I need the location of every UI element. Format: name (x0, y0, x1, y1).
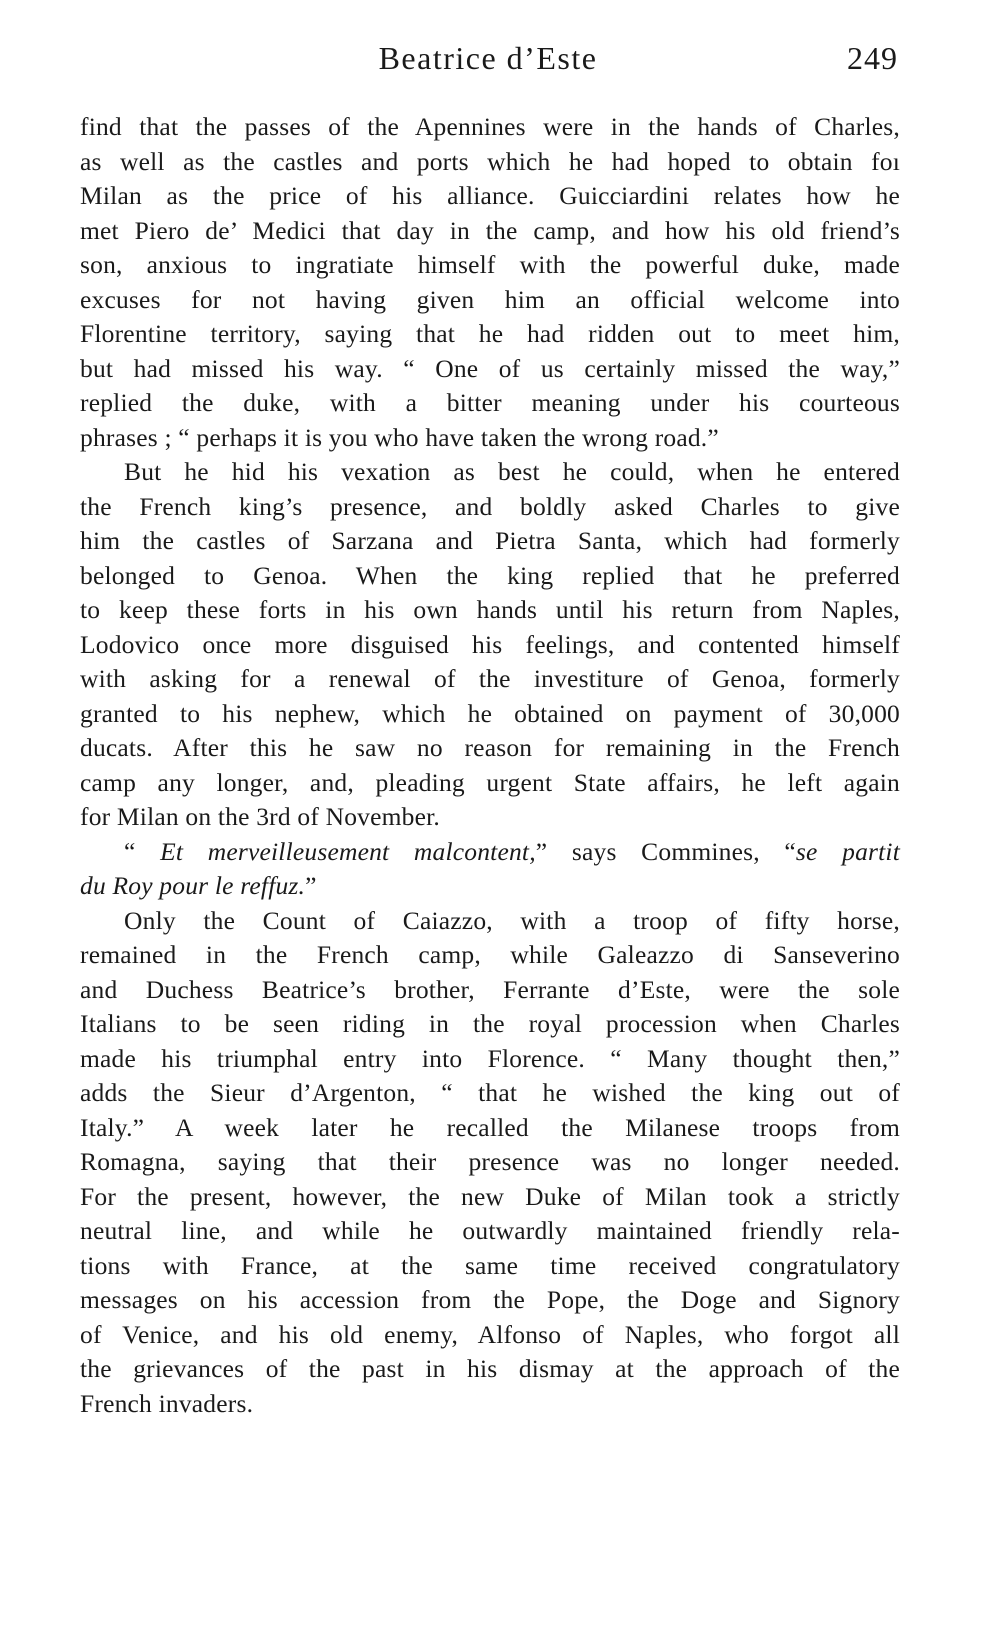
text-line: French invaders. (80, 1388, 254, 1418)
text-line: Only the Count of Caiazzo, with a troop of fifty horse, (124, 905, 900, 935)
text-line: with asking for a renewal of the investiture of Genoa, formerly (80, 664, 900, 693)
text-line: excuses for not having given him an official welcome into (80, 284, 900, 314)
paragraph-1 (80, 110, 900, 455)
text-line: him the castles of Sarzana and Pietra Santa, which had formerly (80, 526, 900, 555)
text-line: Romagna, saying that their presence was no longer needed. (80, 1147, 900, 1176)
paragraph-4 (80, 904, 900, 1422)
body-text (80, 110, 900, 1421)
text-line: and Duchess Beatrice’s brother, Ferrante d’Este, were the sole (80, 974, 900, 1004)
text-line: adds the Sieur d’Argenton, “ that he wished the king out of (80, 1078, 900, 1107)
text-line: made his triumphal entry into Florence. “ Many thought then,” (80, 1043, 900, 1073)
text-line: as well as the castles and ports which he had hoped to obtain foı (80, 146, 900, 176)
text-line: neutral line, and while he outwardly maintained friendly rela- (80, 1216, 900, 1245)
text-line: ducats. After this he saw no reason for remaining in the French (80, 733, 900, 762)
text-line: tions with France, at the same time received congratulatory (80, 1250, 900, 1280)
quote-line (80, 869, 900, 904)
quote-close: ” (305, 871, 317, 900)
text-line: Italians to be seen riding in the royal procession when Charles (80, 1009, 900, 1038)
text-line: phrases ; “ perhaps it is you who have taken the wrong road.” (80, 422, 719, 452)
text-line: camp any longer, and, pleading urgent State affairs, he left again (80, 767, 900, 797)
quotation-paragraph (80, 835, 900, 904)
quote-line (80, 835, 900, 870)
quote-italic: se partit (795, 836, 901, 866)
text-line: the grievances of the past in his dismay at the approach of the (80, 1354, 900, 1383)
paragraph-2 (80, 455, 900, 835)
text-line: messages on his accession from the Pope, the Doge and Signory (80, 1285, 900, 1314)
text-line: Florentine territory, saying that he had ridden out to meet him, (80, 319, 900, 348)
text-line: But he hid his vexation as best he could, when he entered (124, 457, 900, 486)
text-line: met Piero de’ Medici that day in the camp, and how his old friend’s (80, 215, 900, 245)
text-line: to keep these forts in his own hands until his return from Naples, (80, 595, 900, 624)
quote-italic: Et merveilleusement malcontent, (160, 836, 536, 866)
text-line: replied the duke, with a bitter meaning under his courteous (80, 388, 900, 417)
text-line: son, anxious to ingratiate himself with the powerful duke, made (80, 250, 900, 279)
text-line: the French king’s presence, and boldly asked Charles to give (80, 491, 900, 521)
page-number: 249 (847, 40, 898, 76)
text-line: belonged to Genoa. When the king replied that he preferred (80, 560, 900, 590)
running-title: Beatrice d’Este (378, 40, 598, 76)
text-line: but had missed his way. “ One of us certainly missed the way,” (80, 353, 900, 383)
text-line: Milan as the price of his alliance. Guicciardini relates how he (80, 181, 900, 210)
quote-attribution: ” says Commines, “ (535, 836, 796, 866)
text-line: For the present, however, the new Duke of Milan took a strictly (80, 1181, 900, 1211)
text-line: Lodovico once more disguised his feelings, and contented himself (80, 629, 900, 659)
text-line: remained in the French camp, while Galeazzo di Sanseverino (80, 940, 900, 969)
text-line: granted to his nephew, which he obtained on payment of 30,000 (80, 698, 900, 728)
quote-open: “ (124, 836, 161, 866)
text-line: Italy.” A week later he recalled the Milanese troops from (80, 1112, 900, 1142)
text-line: of Venice, and his old enemy, Alfonso of Naples, who forgot all (80, 1319, 900, 1349)
quote-italic: du Roy pour le reffuz. (80, 871, 306, 900)
running-head (78, 36, 898, 86)
text-line: for Milan on the 3rd of November. (80, 802, 440, 831)
text-line: find that the passes of the Apennines were in the hands of Charles, (80, 112, 900, 141)
